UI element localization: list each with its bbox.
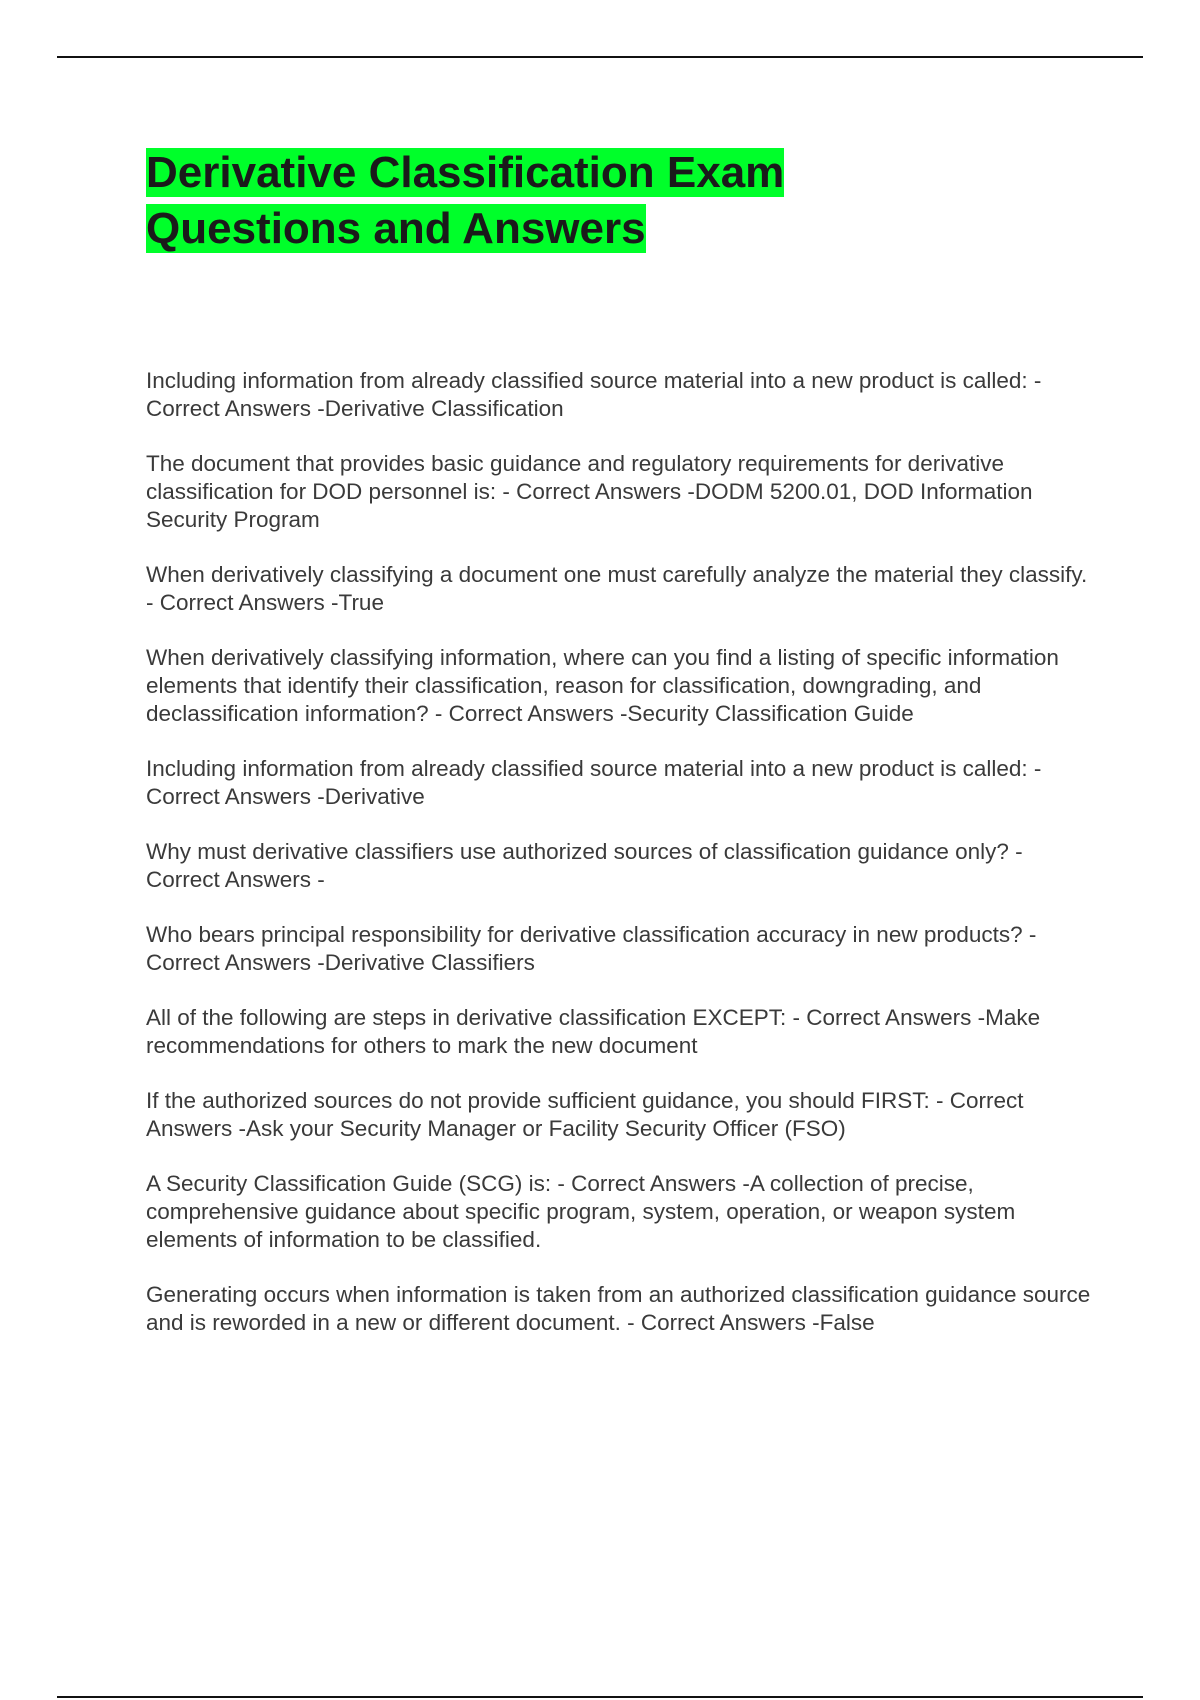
title-highlight: Derivative Classification Exam Questions and Answers xyxy=(146,148,785,253)
qa-item: When derivatively classifying information, where can you find a listing of specific information elements that identify their classification, reason for classification, downgrading, and declassification information? - Correct Answers -Security Classification Guide xyxy=(146,645,1059,726)
qa-list xyxy=(146,367,1096,1337)
qa-item: The document that provides basic guidance and regulatory requirements for derivative classification for DOD personnel is: - Correct Answers -DODM 5200.01, DOD Information Security Program xyxy=(146,451,1033,532)
qa-item: A Security Classification Guide (SCG) is: - Correct Answers -A collection of precise, comprehensive guidance about specific program, system, operation, or weapon system elements of information to be classified. xyxy=(146,1171,1016,1252)
qa-item: When derivatively classifying a document one must carefully analyze the material they classify. - Correct Answers -True xyxy=(146,562,1088,615)
header-rule xyxy=(57,56,1143,58)
document-body xyxy=(146,145,1096,1364)
qa-item: All of the following are steps in derivative classification EXCEPT: - Correct Answers -Make recommendations for others to mark the new document xyxy=(146,1005,1041,1058)
qa-item: Including information from already classified source material into a new product is called: - Correct Answers -Derivative Classification xyxy=(146,368,1042,421)
qa-item: Who bears principal responsibility for derivative classification accuracy in new products? - Correct Answers -Derivative Classifiers xyxy=(146,922,1037,975)
footer-rule xyxy=(57,1696,1143,1698)
qa-item: If the authorized sources do not provide sufficient guidance, you should FIRST: - Correct Answers -Ask your Security Manager or Facility Security Officer (FSO) xyxy=(146,1088,1024,1141)
qa-item: Including information from already classified source material into a new product is called: - Correct Answers -Derivative xyxy=(146,756,1042,809)
qa-item: Generating occurs when information is taken from an authorized classification guidance source and is reworded in a new or different document. - Correct Answers -False xyxy=(146,1282,1091,1335)
qa-item: Why must derivative classifiers use authorized sources of classification guidance only? - Correct Answers - xyxy=(146,839,1023,892)
document-title xyxy=(146,145,866,257)
